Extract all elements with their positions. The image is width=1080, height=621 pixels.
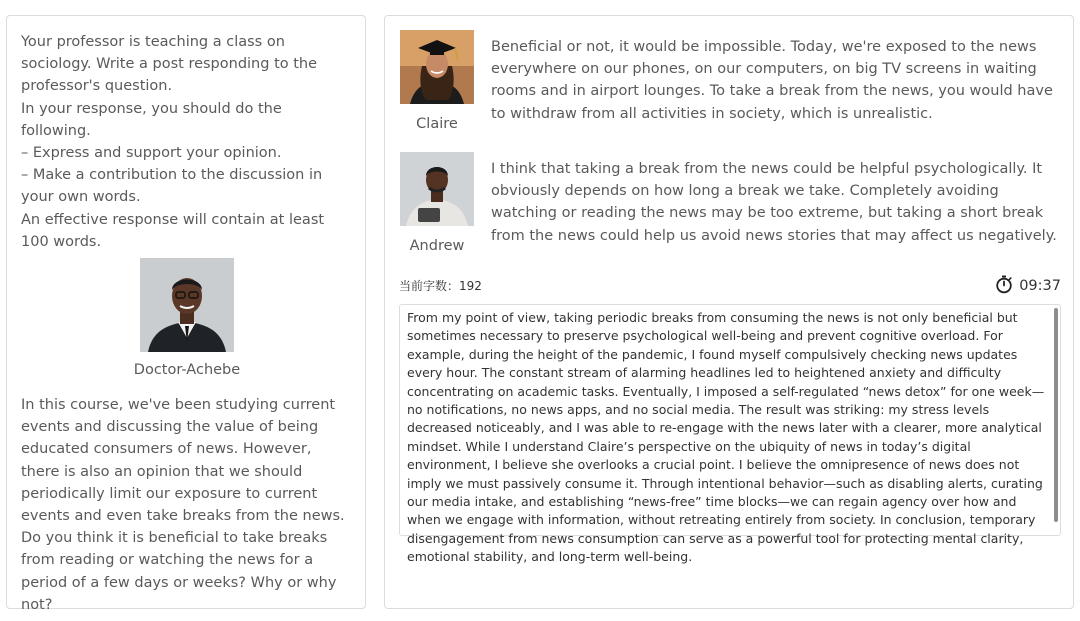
discussion-panel <box>384 15 1074 609</box>
timer-value: 09:37 <box>1019 278 1061 294</box>
editor-status-bar <box>399 275 1061 297</box>
student-avatar <box>400 30 474 104</box>
student-post-text: Beneficial or not, it would be impossible. Today, we're exposed to the news everywhere on our phones, on our computers, on big TV screens in waiting rooms and in airport lounges. To take a break from the news, you would have to withdraw from all activities in society, which is unrealistic. <box>491 39 1053 122</box>
student-post-text: I think that taking a break from the news could be helpful psychologically. It obviously depends on how long a break we take. Completely avoiding watching or reading the news may be too extreme, but taking a short break from the news could help us avoid news stories that may affect us negatively. <box>491 161 1057 244</box>
instructions <box>21 31 351 253</box>
countdown-timer <box>995 275 1061 297</box>
student-avatar <box>400 152 474 226</box>
student-avatar-block <box>399 30 475 132</box>
professor-question: In this course, we've been studying current events and discussing the value of being educated consumers of news. However, there is also an opinion that we should periodically limit our exposure to current events and even take breaks from the news. Do you think it is beneficial to take breaks from reading or watching the news for a period of a few days or weeks? Why or why not? <box>21 397 345 613</box>
editor-scrollbar[interactable] <box>1054 308 1058 522</box>
instruction-line: In your response, you should do the following. <box>21 100 282 139</box>
professor-name: Doctor-Achebe <box>133 362 241 378</box>
response-textarea[interactable] <box>399 304 1061 565</box>
instruction-intro: Your professor is teaching a class on sociology. Write a post responding to the professor's question. <box>21 34 318 95</box>
student-name: Andrew <box>409 238 465 254</box>
student-name: Claire <box>416 116 458 132</box>
instruction-line: – Make a contribution to the discussion in your own words. <box>21 167 323 206</box>
student-avatar-block <box>399 152 475 254</box>
prompt-panel <box>6 15 366 613</box>
response-text[interactable]: From my point of view, taking periodic breaks from consuming the news is not only beneficial but sometimes necessary to preserve psychological well-being and prevent cognitive overload. For example, during the height of the pandemic, I found myself compulsively checking news updates every hour. The constant stream of alarming headlines led to heightened anxiety and difficulty concentrating on academic tasks. Eventually, I imposed a self-regulated “news detox” for one week—no notifications, no news apps, and no social media. The result was striking: my stress levels decreased noticeably, and I was able to re-engage with the news later with a clearer, more analytical mindset. While I understand Claire’s perspective on the ubiquity of news in today’s digital environment, I believe she overlooks a crucial point. I believe the omnipresence of news does not imply we must passively consume it. Through intentional behavior—such as disabling alerts, curating our media intake, and establishing “news-free” time blocks—we can regain agency over how and when we engage with information, without retreating entirely from society. In conclusion, temporary disengagement from news consumption can serve as a powerful tool for protecting mental clarity, emotional stability, and long-term well-being. <box>407 310 1045 565</box>
professor-avatar <box>140 258 234 352</box>
instruction-line: – Express and support your opinion. <box>21 145 282 162</box>
professor-block <box>7 258 367 378</box>
stopwatch-icon <box>995 275 1013 297</box>
instruction-line: An effective response will contain at least 100 words. <box>21 211 325 250</box>
word-count: 当前字数：192 <box>399 279 482 293</box>
